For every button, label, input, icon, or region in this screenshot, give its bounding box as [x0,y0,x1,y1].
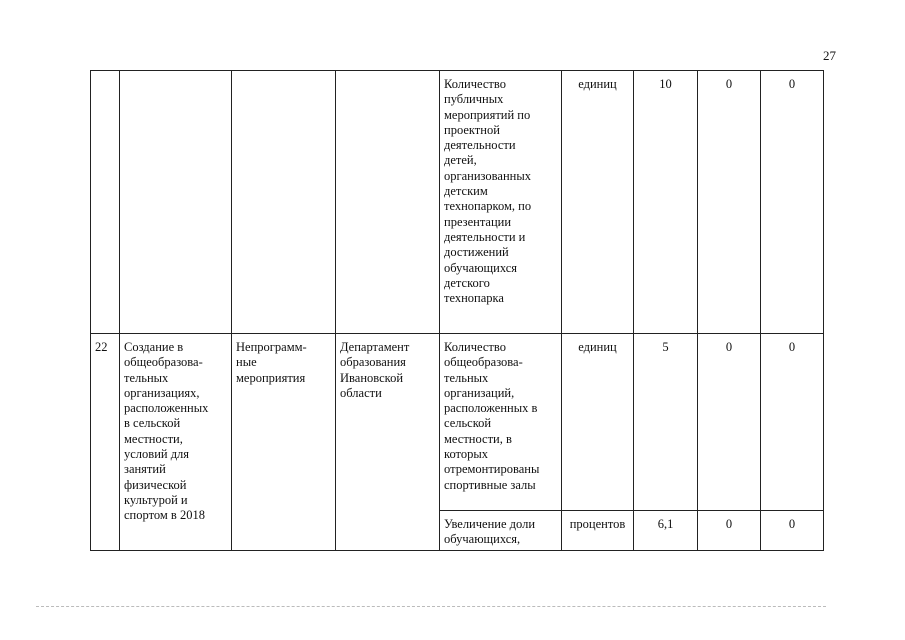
indicator-cell: Количество общеобразова- тельных организаций, расположенных в сельской местности, в которых отремонтированы спортивные залы [440,334,562,511]
value-cell-2: 0 [698,71,761,334]
value-cell-3: 0 [761,71,824,334]
unit-cell: единиц [562,334,634,511]
indicator-cell: Количество публичных мероприятий по проектной деятельности детей, организованных детским технопарком, по презентации деятельности и достижений обучающихся детского технопарка [440,71,562,334]
unit-cell: единиц [562,71,634,334]
scan-artifact-line [36,606,826,607]
value-cell-3: 0 [761,334,824,511]
indicator-cell: Увеличение доли обучающихся, [440,511,562,551]
measures-table [90,70,824,551]
row-number-cell: 22 [91,334,120,551]
executor-cell: Департамент образования Ивановской области [336,334,440,551]
table-row [91,334,824,511]
program-cell: Непрограмм- ные мероприятия [232,334,336,551]
unit-cell: процентов [562,511,634,551]
executor-cell [336,71,440,334]
table-row [91,71,824,334]
measure-name-cell [120,71,232,334]
value-cell-2: 0 [698,334,761,511]
value-cell-1: 10 [634,71,698,334]
value-cell-3: 0 [761,511,824,551]
value-cell-1: 6,1 [634,511,698,551]
measure-name-cell: Создание в общеобразова- тельных организациях, расположенных в сельской местности, условий для занятий физической культурой и спортом в 2018 [120,334,232,551]
value-cell-2: 0 [698,511,761,551]
row-number-cell [91,71,120,334]
program-cell [232,71,336,334]
page-number: 27 [823,48,836,63]
value-cell-1: 5 [634,334,698,511]
